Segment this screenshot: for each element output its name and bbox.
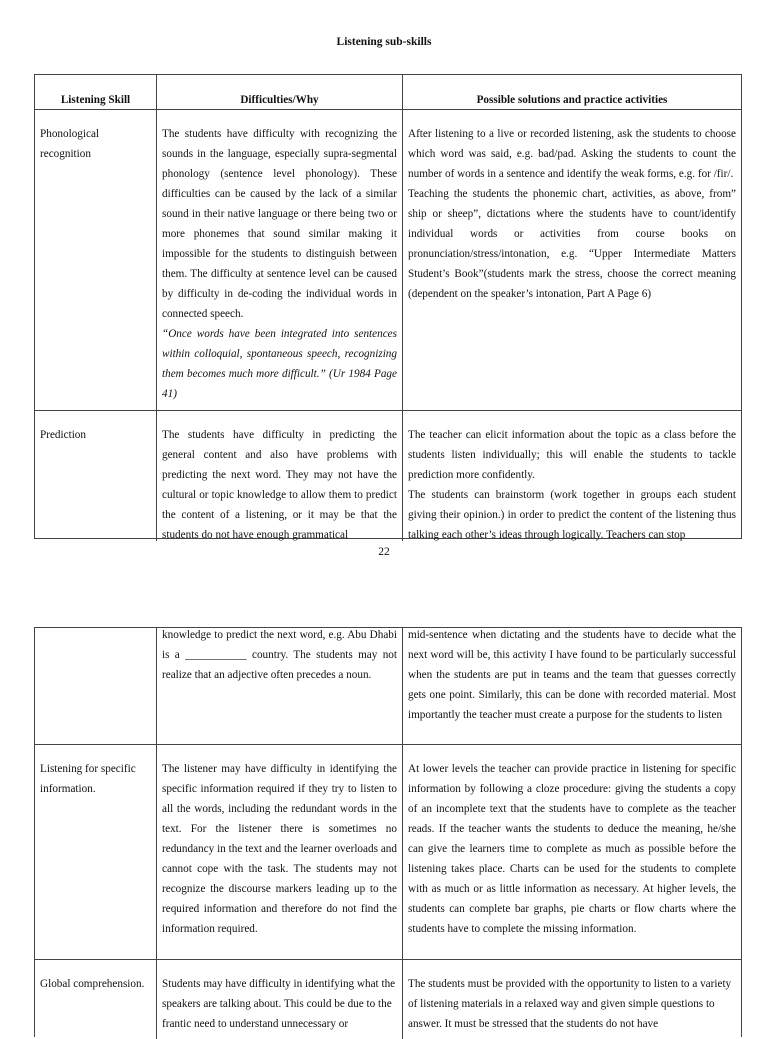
solutions-text: After listening to a live or recorded listening, ask the students to choose which word was said, e.g. bad/pad. Asking the students to count the number of words in a sentence and identify the weak forms, e.g. for /fir/. bbox=[408, 128, 736, 180]
listening-skills-table-page-2 bbox=[34, 627, 742, 1037]
solutions-text: The teacher can elicit information about the topic as a class before the students listen individually; this will enable the students to tackle prediction more confidently. bbox=[408, 429, 736, 481]
table-row bbox=[35, 109, 741, 411]
difficulties-text: knowledge to predict the next word, e.g. Abu Dhabi is a ___________ country. The students may not realize that an adjective often precedes a noun. bbox=[162, 629, 397, 681]
header-difficulties: Difficulties/Why bbox=[156, 75, 402, 109]
document-title: Listening sub-skills bbox=[336, 36, 432, 48]
header-listening-skill: Listening Skill bbox=[60, 94, 131, 106]
skill-listening-specific-info: Listening for specific information. bbox=[40, 763, 136, 795]
table-row bbox=[35, 628, 741, 744]
difficulties-text: The listener may have difficulty in identifying the specific information required if they try to listen to all the words, including the redundant words in the text. For the listener there is sometimes no redundancy in the text and the learner overloads and cannot cope with the task. The students may not recognize the discourse markers leading up to the required information and therefore do not find the information required. bbox=[162, 763, 397, 935]
table-header-row bbox=[35, 75, 741, 109]
table-row bbox=[35, 410, 741, 541]
skill-phonological-recognition: Phonological recognition bbox=[40, 128, 100, 160]
difficulties-text: The students have difficulty with recognizing the sounds in the language, especially supra-segmental phonology (sentence level phonology). These difficulties can be caused by the lack of a similar sound in their native language or there being two or more phonemes that sound similar making it impossible for the students to distinguish between them. The difficulty at sentence level can be caused by difficulty in de-coding the individual words in connected speech. bbox=[162, 128, 397, 320]
page-number: 22 bbox=[378, 546, 390, 558]
solutions-text: At lower levels the teacher can provide practice in listening for specific information by following a cloze procedure: giving the students a copy of an incomplete text that the students have to complete as the teacher reads. If the teacher wants the students to deduce the meaning, he/she can give the learners time to complete as much as possible before the listening takes place. Charts can be used for the students to complete with as much or as little information as necessary. At higher levels, the students can complete bar graphs, pie charts or flow charts where the students have to complete the missing information. bbox=[408, 763, 736, 935]
solutions-text: Teaching the students the phonemic chart, activities, as above, from” ship or sheep”, dictations where the students have to count/identify individual words or activities from course books on pronunciation/stress/intonation, e.g. “Upper Intermediate Matters Student’s Book”(students mark the stress, choose the correct meaning (dependent on the speaker’s intonation, Part A Page 6) bbox=[408, 188, 736, 300]
quote-ur-1984: “Once words have been integrated into sentences within colloquial, spontaneous speech, recognizing them becomes much more difficult.” (Ur 1984 Page 41) bbox=[162, 328, 397, 400]
table-row bbox=[35, 959, 741, 1039]
listening-skills-table-page-1 bbox=[34, 74, 742, 539]
skill-prediction: Prediction bbox=[40, 429, 86, 441]
difficulties-text: The students have difficulty in predicting the general content and also have problems with predicting the next word. They may not have the cultural or topic knowledge to allow them to predict the content of a listening, or it may be that the students do not have enough grammatical bbox=[162, 429, 397, 541]
difficulties-text: Students may have difficulty in identifying what the speakers are talking about. This could be due to the frantic need to understand unnecessary or bbox=[162, 978, 396, 1030]
solutions-text: The students must be provided with the opportunity to listen to a variety of listening materials in a relaxed way and given simple questions to answer. It must be stressed that the students do not have bbox=[408, 978, 732, 1030]
solutions-text: mid-sentence when dictating and the students have to decide what the next word will be, this activity I have found to be particularly successful when the students are put in teams and the team that guesses correctly gets one point. Similarly, this can be done with recorded material. Most importantly the teacher must create a purpose for the students to listen bbox=[408, 629, 736, 721]
skill-global-comprehension: Global comprehension. bbox=[40, 978, 145, 990]
table-row bbox=[35, 744, 741, 960]
solutions-text: The students can brainstorm (work together in groups each student giving their opinion.) in order to predict the content of the listening thus talking each other’s ideas through logically. Teachers can stop bbox=[408, 489, 736, 541]
header-solutions: Possible solutions and practice activities bbox=[402, 75, 741, 109]
